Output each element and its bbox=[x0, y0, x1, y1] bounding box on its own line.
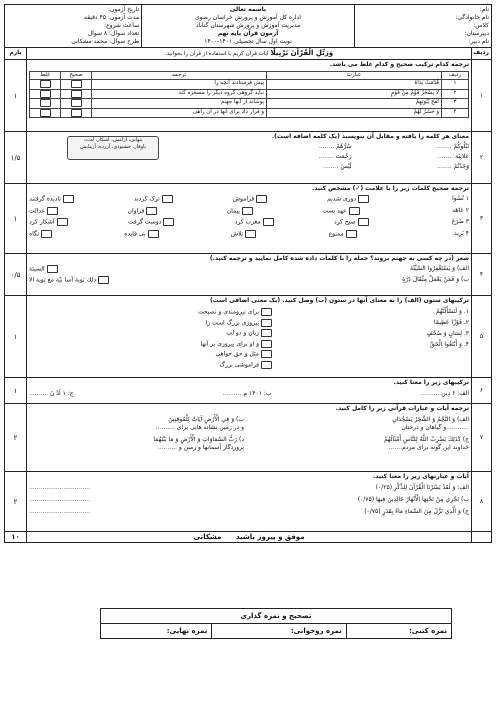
q3-option: پیمان bbox=[227, 207, 255, 216]
q8-prompt: آیات و عبارتهای زیر را معنا کنید. bbox=[373, 473, 469, 480]
q1-body bbox=[27, 60, 472, 132]
good-luck-text: موفق و پیروز باشید bbox=[235, 533, 305, 541]
question-3 bbox=[5, 184, 492, 254]
option-checkbox[interactable] bbox=[242, 207, 253, 215]
wrong-checkbox[interactable] bbox=[40, 80, 51, 88]
q8-item: ب) تَجْرِي مِنْ تَحْتِهَا الْأَنْهَارُ خَالِدِينَ فِيهَا (۰/۷۵) ................................ bbox=[29, 496, 469, 503]
q2-number: ۲ bbox=[472, 132, 492, 184]
q6-item: ج: ۱ اَدْ نَ .......... bbox=[29, 390, 74, 397]
q1-row-num: ۴ bbox=[442, 108, 469, 118]
footer-author: مشکانی bbox=[193, 533, 222, 541]
col-header-score: بارم bbox=[5, 48, 27, 60]
list-item bbox=[29, 230, 469, 239]
q2-body bbox=[27, 132, 472, 184]
q7-body bbox=[27, 404, 472, 472]
q5-left-item: ۱. وَ لَنَسْأَلَنَّهُمْ bbox=[435, 308, 469, 315]
option-checkbox[interactable] bbox=[256, 195, 267, 203]
question-2 bbox=[5, 132, 492, 184]
q7-item: د) رَبُّ السَّمَاوَاتِ وَ الْأَرْضِ وَ مَا بَيْنَهُمَا پروردگار آسمانها و زمین و .......... bbox=[153, 436, 245, 451]
question-1 bbox=[5, 60, 492, 132]
match-box[interactable] bbox=[261, 329, 272, 337]
written-score-field[interactable]: نمره کتبی: bbox=[346, 624, 451, 639]
q5-body bbox=[27, 296, 472, 378]
q8-body bbox=[27, 472, 472, 532]
basmala: باسمه تعالی bbox=[229, 6, 267, 13]
option-checkbox[interactable] bbox=[98, 276, 109, 284]
q3-option: دوری شدیم bbox=[327, 195, 371, 204]
q1-prompt: ترجمه کدام ترکیب صحیح و کدام غلط می باشد. bbox=[329, 61, 469, 68]
q8-number: ۸ bbox=[472, 472, 492, 532]
question-6 bbox=[5, 378, 492, 404]
q3-option: عدالت bbox=[29, 207, 60, 216]
q3-option: آشکار کرد bbox=[29, 218, 69, 227]
match-box[interactable] bbox=[261, 308, 272, 316]
q2-item: وَجَدْتُمْ ........ bbox=[436, 163, 469, 170]
option-checkbox[interactable] bbox=[162, 195, 173, 203]
correct-checkbox[interactable] bbox=[71, 90, 82, 98]
q1-row-translation: پیش فرستادند آنچه را bbox=[92, 80, 267, 90]
exam-date-label: تاریخ آزمون: bbox=[108, 6, 140, 13]
q3-option: مغرب کرد bbox=[235, 218, 276, 227]
table-row bbox=[30, 89, 469, 99]
q7-item: الف) وَ النَّجْمُ وَ الشَّجَرُ يَسْجُدَانِ ............و گیاهان و درختان bbox=[392, 416, 469, 431]
exam-footer bbox=[5, 532, 492, 543]
q6-body bbox=[27, 378, 472, 404]
word-bank-line: باوقار، خشنودی، آزرده، آزمایش bbox=[80, 144, 146, 150]
option-checkbox[interactable] bbox=[146, 207, 157, 215]
grading-title: تصحیح و نمره گذاری bbox=[101, 609, 452, 624]
q4-phrase: ب) وَ فَمَنْ يَعْمَلْ مِثْقَالَ ذَرَّةٍ bbox=[402, 275, 469, 283]
q4-number: ۴ bbox=[472, 254, 492, 296]
department-name: اداره کل آموزش و پرورش خراسان رضوی bbox=[195, 14, 301, 21]
q2-score: ۱/۵ bbox=[5, 132, 27, 184]
q3-word: ۲ عَاهَد bbox=[452, 206, 469, 214]
q5-prompt: ترکیبهای ستون (الف) را به معنای آنها در ستون (ب) وصل کنید. (یک معنی اضافی است) bbox=[209, 297, 469, 304]
q3-option: نگاه bbox=[29, 230, 54, 239]
q3-word: ۳ ضَرَعَ bbox=[451, 218, 469, 225]
correct-checkbox[interactable] bbox=[71, 109, 82, 117]
q4-prompt: شعر (در چه کسی به جهنم بروند؟ جمله را با کلمات داده شده کامل نمایید و ترجمه کنید.) bbox=[209, 255, 469, 262]
q3-option: ممنوع bbox=[329, 230, 359, 239]
q5-right-item: مثل و حق خواهی bbox=[29, 350, 274, 359]
wrong-checkbox[interactable] bbox=[40, 99, 51, 107]
q1-row-phrase: تُفْحِ بُيُوتِهِمْ bbox=[267, 99, 442, 109]
match-box[interactable] bbox=[261, 350, 272, 358]
q3-number: ۳ bbox=[472, 184, 492, 254]
table-row bbox=[30, 108, 469, 118]
col-header-title-cell bbox=[27, 48, 472, 60]
correct-checkbox[interactable] bbox=[71, 80, 82, 88]
question-8 bbox=[5, 472, 492, 532]
q1-col-translation: ترجمه bbox=[92, 72, 267, 80]
semester-label: نوبت اول سال تحصیلی ۱۴۰۱-۱۴۰۰ bbox=[204, 38, 292, 45]
school-label: دبیرستان: bbox=[464, 30, 489, 37]
option-checkbox[interactable] bbox=[346, 230, 357, 238]
option-checkbox[interactable] bbox=[163, 218, 174, 226]
q1-row-num: ۱ bbox=[442, 80, 469, 90]
question-count-label: تعداد سوال: ۸ سوال bbox=[87, 30, 140, 37]
wrong-checkbox[interactable] bbox=[40, 109, 51, 117]
list-item bbox=[29, 218, 469, 227]
start-time-label: ساعت شروع: bbox=[104, 22, 140, 29]
wrong-checkbox[interactable] bbox=[40, 90, 51, 98]
q3-option: تلاش bbox=[231, 230, 259, 239]
q5-right-item: پیروزی بزرگ است را bbox=[29, 319, 274, 328]
q1-table bbox=[29, 71, 469, 118]
match-box[interactable] bbox=[261, 361, 272, 369]
q1-score: ۱ bbox=[5, 60, 27, 132]
q3-option: صبح کرد bbox=[334, 218, 371, 227]
q5-right-item: فراموشی بزرگ bbox=[29, 361, 274, 370]
teacher-label: نام دبیر: bbox=[468, 38, 489, 45]
option-checkbox[interactable] bbox=[263, 218, 274, 226]
exam-title: آزمون قرآن پایه نهم bbox=[217, 30, 279, 37]
q5-number: ۵ bbox=[472, 296, 492, 378]
q1-row-num: ۲ bbox=[442, 89, 469, 99]
q1-row-phrase: لا يَسْخَرْ قَوْمٌ مِنْ قَوْمٍ bbox=[267, 89, 442, 99]
q1-col-num: ردیف bbox=[442, 72, 469, 80]
q4-phrase: الف) وَ يَسْتَغْفِرُوا السَّيِّئَةَ bbox=[410, 265, 469, 272]
option-checkbox[interactable] bbox=[358, 195, 369, 203]
col-header-subtitle: آیات قرآن کریم با استفاده از قرآن را بخوانید. bbox=[164, 51, 269, 57]
q1-row-phrase: قُدِّمَتْ يَدَاهُ bbox=[267, 80, 442, 90]
q5-left-item: ۳. لِسَانٍ وَ صُحُفٍ bbox=[426, 330, 469, 337]
q3-word: ۴ يَرِيد bbox=[454, 229, 469, 237]
option-checkbox[interactable] bbox=[349, 207, 360, 215]
q3-option: نادیده گرفتند bbox=[29, 195, 76, 204]
match-box[interactable] bbox=[261, 340, 272, 348]
q1-row-phrase: وَ حَشَرُ لَهُمْ bbox=[267, 108, 442, 118]
question-5 bbox=[5, 296, 492, 378]
q2-item: رَحْمَت ........ bbox=[318, 153, 352, 160]
word-bank-line: پنهانی، آرامش، آشکار، لذت، bbox=[83, 137, 143, 143]
q1-row-translation: و قرار داد برای آنها در آن راهی bbox=[92, 108, 267, 118]
question-7 bbox=[5, 404, 492, 472]
total-score: ۱۰ bbox=[5, 532, 27, 543]
q6-item: الف: ۶ دِين .......... bbox=[420, 390, 469, 397]
q3-option: ترک کردند bbox=[134, 195, 175, 204]
q7-prompt: ترجمه آیات و عبارات قرآنی زیر را کامل کنید. bbox=[335, 405, 469, 412]
q6-number: ۶ bbox=[472, 378, 492, 404]
option-checkbox[interactable] bbox=[57, 218, 68, 226]
q3-score: ۱ bbox=[5, 184, 27, 254]
match-box[interactable] bbox=[261, 319, 272, 327]
option-checkbox[interactable] bbox=[47, 207, 58, 215]
oral-score-field[interactable]: نمره روخوانی: bbox=[212, 624, 346, 639]
author-label: طرح سوال: محمد مشکانی bbox=[71, 38, 140, 45]
option-checkbox[interactable] bbox=[245, 230, 256, 238]
q3-option: فراموش bbox=[233, 195, 269, 204]
q1-number: ۱ bbox=[472, 60, 492, 132]
quran-logo-text: وَرَتِّلِ الْقُرْآنَ تَرْتِيلًا bbox=[270, 49, 334, 57]
q6-score: ۱ bbox=[5, 378, 27, 404]
q3-option: فراوان bbox=[128, 207, 160, 216]
q5-left-item: ۴. وَ أَبْتَغُوا الْحَقَّ bbox=[430, 341, 469, 348]
q5-right-item: و او برای پیروزی بر آنها bbox=[29, 340, 274, 349]
q4-choice: ذلك توبة آسا نيّة مع توبة الا bbox=[29, 276, 111, 285]
option-checkbox[interactable] bbox=[47, 265, 58, 273]
exam-sheet bbox=[4, 4, 492, 602]
option-checkbox[interactable] bbox=[148, 230, 159, 238]
table-row bbox=[30, 80, 469, 90]
q8-item: ج) وَ الَّذِي نَزَّلَ مِنَ السَّمَاءِ مَاءً بِقَدَرٍ (۰/۷۵) ................................ bbox=[29, 508, 469, 515]
option-checkbox[interactable] bbox=[41, 230, 52, 238]
q3-word: ۱ نُسُوا bbox=[452, 195, 469, 202]
footer-text-cell bbox=[27, 532, 472, 543]
q6-item: ب: ۱۴۰۱ م .......... bbox=[222, 390, 272, 397]
option-checkbox[interactable] bbox=[63, 195, 74, 203]
student-family-label: نام خانوادگی: bbox=[455, 14, 489, 21]
q1-row-num: ۳ bbox=[442, 99, 469, 109]
q2-item: لَيْسَ ........ bbox=[323, 163, 352, 170]
q2-prompt: معنای هر کلمه را یافته و مقابل آن بنویسید (یک کلمه اضافه است). bbox=[271, 133, 469, 140]
q6-prompt: ترکیبهای زیر را معنا کنید. bbox=[393, 379, 469, 386]
q4-body bbox=[27, 254, 472, 296]
q5-right-item: زبان و دو لب bbox=[29, 329, 274, 338]
question-4 bbox=[5, 254, 492, 296]
list-item bbox=[29, 195, 469, 204]
student-name-label: نام: bbox=[479, 6, 489, 13]
exam-header bbox=[5, 5, 492, 48]
grading-box bbox=[100, 608, 452, 639]
list-item bbox=[29, 207, 469, 216]
q4-choice: السيئة bbox=[29, 265, 60, 274]
q4-score: ۰/۵ bbox=[5, 254, 27, 296]
q1-col-phrase: عبارت bbox=[267, 72, 442, 80]
q8-item: الف: وَ لَقَدْ يَسَّرْنَا الْقُرْآنَ لِلذِّكْرِ (۰/۲۵) ................................ bbox=[29, 484, 469, 491]
q7-score: ۲ bbox=[5, 404, 27, 472]
col-header-num: ردیف bbox=[472, 48, 492, 60]
q1-col-correct: صحیح bbox=[61, 72, 92, 80]
q7-number: ۷ bbox=[472, 404, 492, 472]
q8-score: ۲ bbox=[5, 472, 27, 532]
correct-checkbox[interactable] bbox=[71, 99, 82, 107]
district-name: مدیریت آموزش و پرورش شهرستان گناباد bbox=[195, 22, 301, 29]
final-score-field[interactable]: نمره نهایی: bbox=[101, 624, 212, 639]
q7-item: ج) كَذَلِكَ يَضْرِبُ اللَّهُ لِلنَّاسِ أَمْثَالَهُمْ خداوند این گونه برای مردم....... bbox=[383, 436, 469, 451]
q5-left-item: ۲. فَوْزًا عَظِيمًا bbox=[433, 319, 469, 326]
q5-score: ۱ bbox=[5, 296, 27, 378]
q2-item: سُرُّهُمْ ........ bbox=[318, 143, 352, 150]
duration-label: مدت آزمون: ۴۵ دقیقه bbox=[84, 14, 140, 21]
q3-prompt: ترجمه صحیح کلمات زیر را با علامت (✓) مشخص کنید. bbox=[311, 185, 469, 192]
class-label: کلاس: bbox=[473, 22, 489, 29]
q3-body bbox=[27, 184, 472, 254]
word-bank-scroll bbox=[67, 136, 159, 160]
q3-option: دوست گرفت bbox=[128, 218, 176, 227]
q1-row-translation: پوشاند از آنها جهنم bbox=[92, 99, 267, 109]
q1-col-wrong: غلط bbox=[30, 72, 61, 80]
q3-option: عهد بست bbox=[322, 207, 361, 216]
q7-item: ب) وَ فِي الْأَرْضِ آيَاتٌ لِلْمُوقِنِينَ و در زمین نشانه هایی برای .......... bbox=[155, 416, 245, 431]
q5-right-item: برای نیرومندی و نصیحت bbox=[29, 308, 274, 317]
table-row bbox=[30, 99, 469, 109]
column-header-row bbox=[5, 48, 492, 60]
option-checkbox[interactable] bbox=[358, 218, 369, 226]
q2-item: نَبْلُوكُمْ ........ bbox=[436, 143, 469, 150]
q1-row-translation: نباید گروهی گروه دیگر را مسخره کند bbox=[92, 89, 267, 99]
q2-item: عَلانِيَة ........ bbox=[437, 153, 469, 160]
q3-option: بی فایده bbox=[124, 230, 160, 239]
